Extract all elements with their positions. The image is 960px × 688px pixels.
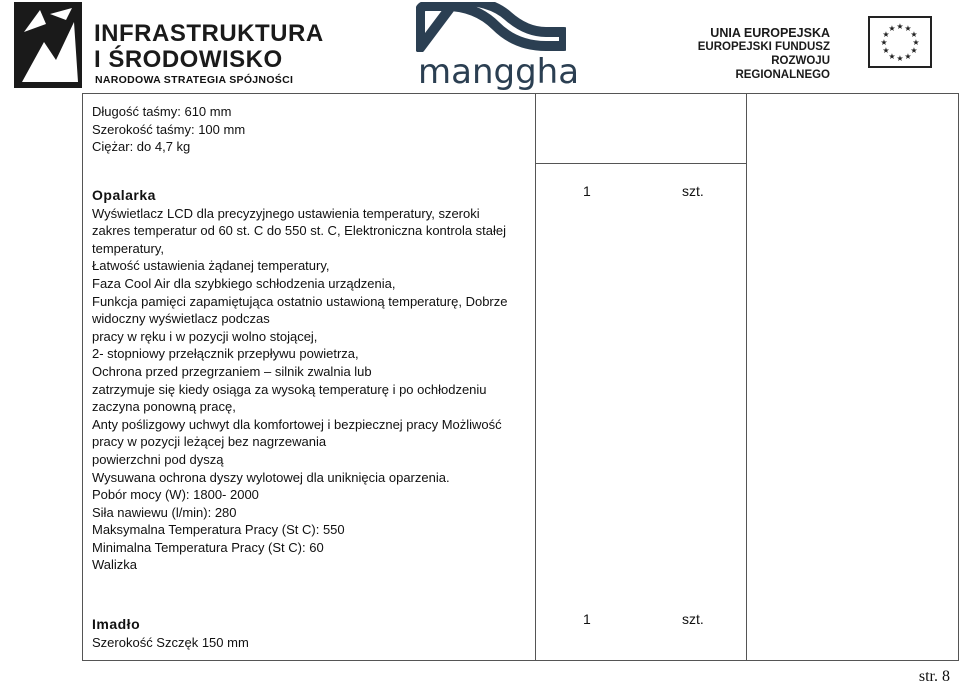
row1-unit: szt. (682, 183, 704, 199)
row0-line: Ciężar: do 4,7 kg (92, 139, 191, 155)
row2-unit: szt. (682, 611, 704, 627)
row1-line: Wysuwana ochrona dyszy wylotowej dla uniknięcia oparzenia. (92, 469, 450, 485)
svg-text:★: ★ (910, 46, 918, 55)
svg-text:★: ★ (896, 22, 904, 31)
manggha-wordmark: manggha (418, 52, 580, 92)
svg-text:★: ★ (882, 46, 890, 55)
row1-line: pracy w ręku i w pozycji wolno stojącej, (92, 328, 318, 344)
svg-text:★: ★ (888, 52, 896, 61)
eu-line3: ROZWOJU REGIONALNEGO (735, 55, 830, 81)
table-border-right (958, 93, 959, 661)
row1-quantity: 1 (583, 183, 591, 199)
eu-line2: EUROPEJSKI FUNDUSZ (697, 41, 830, 53)
row1-line: temperatury, (92, 240, 165, 256)
row0-line: Szerokość taśmy: 100 mm (92, 121, 246, 137)
row2-description (92, 616, 249, 651)
row1-line: Łatwość ustawienia żądanej temperatury, (92, 258, 330, 274)
svg-text:★: ★ (896, 54, 904, 63)
row2-line: Szerokość Szczęk 150 mm (92, 634, 249, 650)
infra-title-line2: I ŚRODOWISKO (94, 46, 283, 73)
row0-description (92, 103, 245, 156)
row1-line: Minimalna Temperatura Pracy (St C): 60 (92, 539, 324, 555)
row1-line: Walizka (92, 557, 138, 573)
table-row-divider-1 (535, 163, 747, 164)
row1-line: Pobór mocy (W): 1800- 2000 (92, 487, 259, 503)
svg-text:★: ★ (882, 30, 890, 39)
row1-line: Maksymalna Temperatura Pracy (St C): 550 (92, 522, 345, 538)
table-border-bottom (82, 660, 959, 661)
row0-line: Długość taśmy: 610 mm (92, 104, 232, 119)
eu-logo (688, 16, 938, 82)
row1-line: widoczny wyświetlacz podczas (92, 311, 270, 327)
row1-line: pracy w pozycji leżącej bez nagrzewania (92, 434, 327, 450)
eu-flag-icon (868, 16, 932, 68)
eu-line1: UNIA EUROPEJSKA (710, 26, 830, 40)
infra-subtitle: NARODOWA STRATEGIA SPÓJNOŚCI (95, 74, 294, 86)
row1-line: Wyświetlacz LCD dla precyzyjnego ustawienia temperatury, szeroki (92, 205, 480, 221)
svg-text:★: ★ (904, 24, 912, 33)
row1-description (92, 187, 508, 574)
row1-title: Opalarka (92, 187, 156, 203)
infrastruktura-logo (14, 2, 324, 90)
manggha-logo (416, 2, 580, 92)
row1-line: zakres temperatur od 60 st. C do 550 st. C, Elektroniczna kontrola stałej (92, 223, 507, 239)
svg-text:★: ★ (880, 38, 888, 47)
row1-line: Anty poślizgowy uchwyt dla komfortowej i bezpiecznej pracy Możliwość (92, 416, 502, 432)
svg-text:★: ★ (904, 52, 912, 61)
page-number: str. 8 (918, 668, 950, 685)
row1-line: Faza Cool Air dla szybkiego schłodzenia urządzenia, (92, 275, 396, 291)
table-border-top (82, 93, 959, 94)
svg-text:★: ★ (888, 24, 896, 33)
infra-title-line1: INFRASTRUKTURA (94, 20, 324, 47)
row1-line: 2- stopniowy przełącznik przepływu powietrza, (92, 346, 359, 362)
row1-line: Funkcja pamięci zapamiętująca ostatnio ustawioną temperaturę, Dobrze (92, 293, 508, 309)
row2-quantity: 1 (583, 611, 591, 627)
svg-text:★: ★ (912, 38, 920, 47)
row1-line: zatrzymuje się kiedy osiąga za wysoką temperaturę i po ochłodzeniu (92, 381, 487, 397)
row1-line: powierzchni pod dyszą (92, 451, 224, 467)
eu-text-block (688, 26, 830, 82)
row1-line: Ochrona przed przegrzaniem – silnik zwalnia lub (92, 363, 372, 379)
row1-line: Siła nawiewu (l/min): 280 (92, 504, 237, 520)
table-col-divider-1 (535, 93, 536, 661)
table-border-left (82, 93, 83, 661)
row1-line: zaczyna ponowną pracę, (92, 399, 236, 415)
manggha-wave-icon (416, 2, 566, 52)
row2-title: Imadło (92, 616, 141, 632)
infrastruktura-emblem-icon (14, 2, 86, 90)
table-col-divider-2 (746, 93, 747, 661)
svg-text:★: ★ (910, 30, 918, 39)
